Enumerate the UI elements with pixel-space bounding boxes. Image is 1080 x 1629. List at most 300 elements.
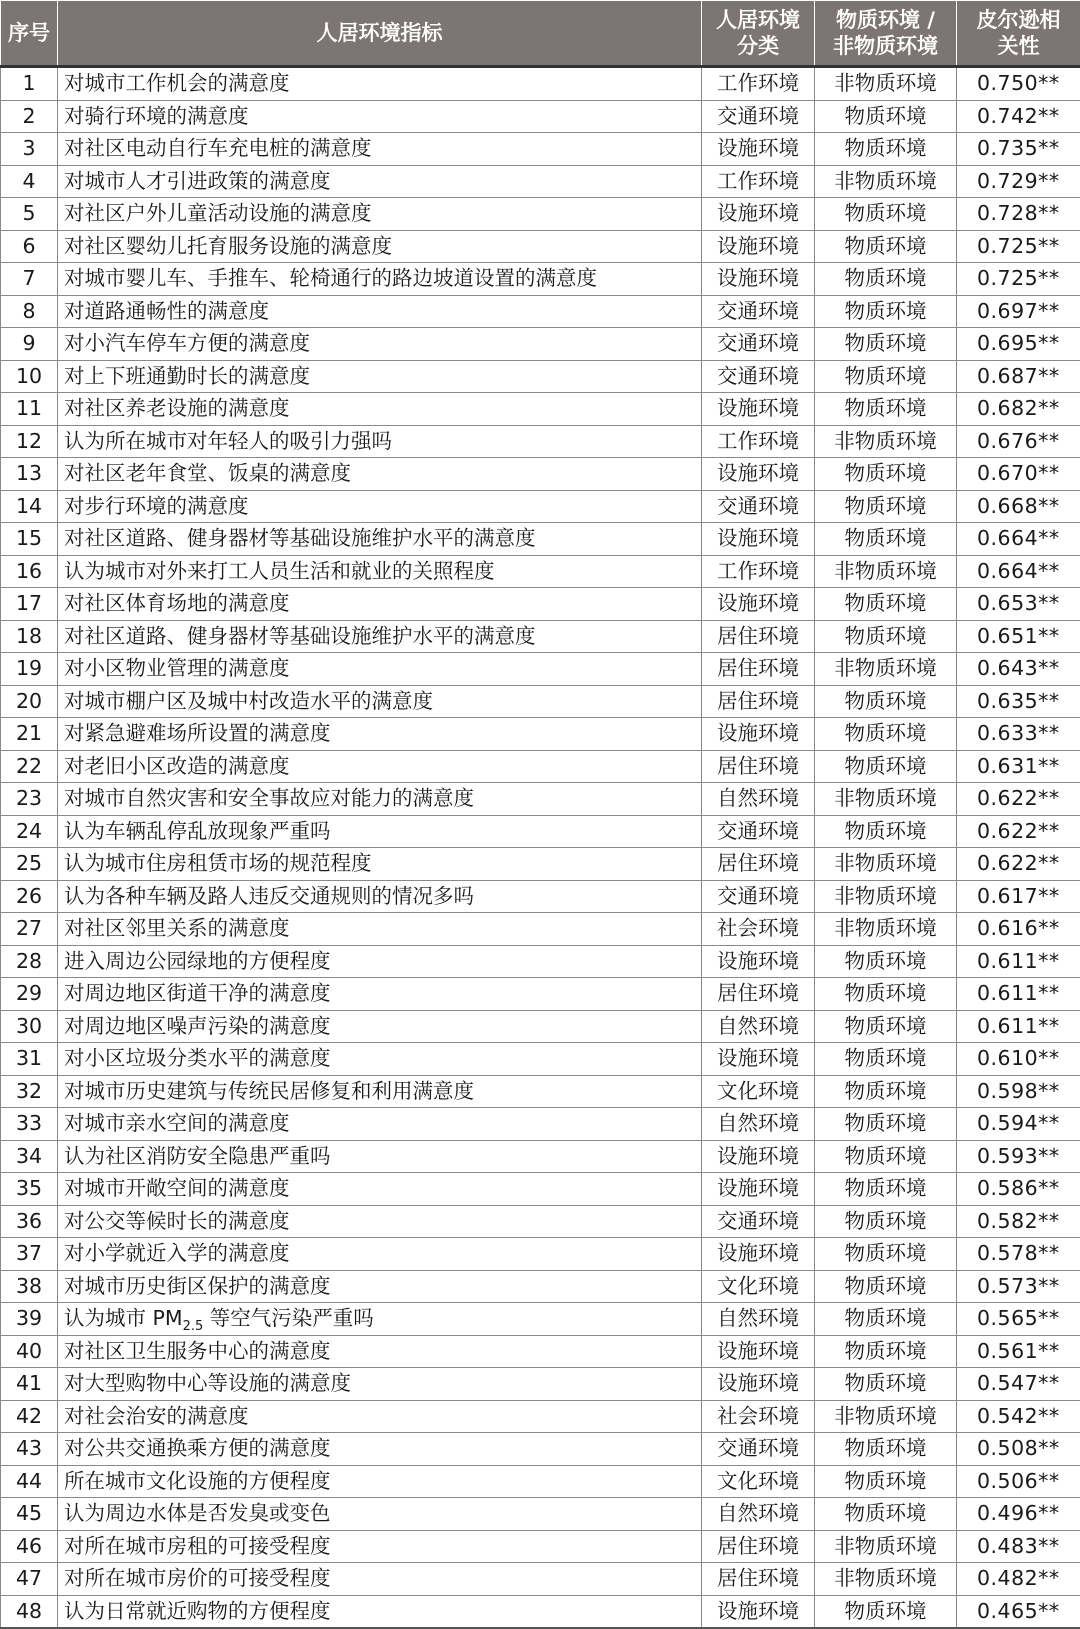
- row-category: 居住环境: [702, 653, 815, 686]
- row-material: 物质环境: [815, 750, 957, 783]
- row-index: 13: [1, 458, 58, 491]
- row-index: 31: [1, 1043, 58, 1076]
- table-row: [1, 1108, 1080, 1141]
- row-indicator: 所在城市文化设施的方便程度: [58, 1465, 702, 1498]
- table-row: [1, 360, 1080, 393]
- row-index: 25: [1, 848, 58, 881]
- row-material: 物质环境: [815, 1335, 957, 1368]
- row-index: 36: [1, 1205, 58, 1238]
- row-pearson: 0.725**: [957, 263, 1080, 296]
- row-index: 21: [1, 718, 58, 751]
- row-material: 物质环境: [815, 1238, 957, 1271]
- row-index: 44: [1, 1465, 58, 1498]
- row-category: 工作环境: [702, 67, 815, 101]
- row-category: 设施环境: [702, 588, 815, 621]
- row-indicator: 对公共交通换乘方便的满意度: [58, 1433, 702, 1466]
- row-material: 物质环境: [815, 295, 957, 328]
- table-row: [1, 913, 1080, 946]
- table-row: [1, 1270, 1080, 1303]
- row-pearson: 0.578**: [957, 1238, 1080, 1271]
- row-index: 7: [1, 263, 58, 296]
- row-category: 自然环境: [702, 1108, 815, 1141]
- row-category: 设施环境: [702, 718, 815, 751]
- row-material: 非物质环境: [815, 555, 957, 588]
- header-material-line2: 非物质环境: [817, 33, 954, 59]
- row-pearson: 0.542**: [957, 1400, 1080, 1433]
- row-category: 设施环境: [702, 523, 815, 556]
- table-row: [1, 295, 1080, 328]
- table-row: [1, 815, 1080, 848]
- row-category: 交通环境: [702, 1205, 815, 1238]
- row-indicator: 对上下班通勤时长的满意度: [58, 360, 702, 393]
- header-row: [1, 1, 1080, 67]
- row-indicator: 对社区户外儿童活动设施的满意度: [58, 198, 702, 231]
- row-index: 20: [1, 685, 58, 718]
- row-indicator: 对小汽车停车方便的满意度: [58, 328, 702, 361]
- row-indicator: 认为日常就近购物的方便程度: [58, 1595, 702, 1628]
- row-pearson: 0.594**: [957, 1108, 1080, 1141]
- row-indicator-subscript: 2.5: [183, 1319, 204, 1334]
- row-indicator: 对老旧小区改造的满意度: [58, 750, 702, 783]
- row-material: 物质环境: [815, 263, 957, 296]
- row-indicator: 对周边地区噪声污染的满意度: [58, 1010, 702, 1043]
- table-row: [1, 685, 1080, 718]
- row-index: 47: [1, 1563, 58, 1596]
- row-category: 设施环境: [702, 263, 815, 296]
- row-category: 工作环境: [702, 165, 815, 198]
- row-index: 6: [1, 230, 58, 263]
- row-pearson: 0.598**: [957, 1075, 1080, 1108]
- table-row: [1, 523, 1080, 556]
- row-index: 38: [1, 1270, 58, 1303]
- row-indicator: 对社区道路、健身器材等基础设施维护水平的满意度: [58, 620, 702, 653]
- row-indicator: 对城市历史街区保护的满意度: [58, 1270, 702, 1303]
- row-pearson: 0.506**: [957, 1465, 1080, 1498]
- row-pearson: 0.651**: [957, 620, 1080, 653]
- row-category: 社会环境: [702, 1400, 815, 1433]
- row-pearson: 0.611**: [957, 1010, 1080, 1043]
- row-category: 居住环境: [702, 1563, 815, 1596]
- row-pearson: 0.617**: [957, 880, 1080, 913]
- header-indicator: 人居环境指标: [58, 1, 702, 67]
- row-indicator: 对城市工作机会的满意度: [58, 67, 702, 101]
- row-indicator: 对社会治安的满意度: [58, 1400, 702, 1433]
- row-category: 设施环境: [702, 1368, 815, 1401]
- row-indicator: 对社区养老设施的满意度: [58, 393, 702, 426]
- row-indicator: 对大型购物中心等设施的满意度: [58, 1368, 702, 1401]
- row-index: 43: [1, 1433, 58, 1466]
- table-body: [1, 67, 1080, 1629]
- table-row: [1, 588, 1080, 621]
- row-material: 非物质环境: [815, 913, 957, 946]
- row-pearson: 0.664**: [957, 523, 1080, 556]
- row-index: 48: [1, 1595, 58, 1628]
- table-row: [1, 458, 1080, 491]
- row-index: 18: [1, 620, 58, 653]
- row-index: 29: [1, 978, 58, 1011]
- row-pearson: 0.670**: [957, 458, 1080, 491]
- row-indicator: 对社区老年食堂、饭桌的满意度: [58, 458, 702, 491]
- row-category: 文化环境: [702, 1075, 815, 1108]
- row-material: 物质环境: [815, 1465, 957, 1498]
- table-row: [1, 67, 1080, 101]
- row-pearson: 0.668**: [957, 490, 1080, 523]
- row-index: 37: [1, 1238, 58, 1271]
- table-row: [1, 1335, 1080, 1368]
- row-material: 物质环境: [815, 1498, 957, 1531]
- row-pearson: 0.573**: [957, 1270, 1080, 1303]
- table-row: [1, 945, 1080, 978]
- row-category: 居住环境: [702, 750, 815, 783]
- row-pearson: 0.561**: [957, 1335, 1080, 1368]
- row-pearson: 0.664**: [957, 555, 1080, 588]
- row-index: 5: [1, 198, 58, 231]
- row-material: 物质环境: [815, 1010, 957, 1043]
- table-row: [1, 880, 1080, 913]
- row-material: 物质环境: [815, 1075, 957, 1108]
- row-indicator: 对小区垃圾分类水平的满意度: [58, 1043, 702, 1076]
- row-category: 设施环境: [702, 1173, 815, 1206]
- table-row: [1, 1530, 1080, 1563]
- row-category: 交通环境: [702, 1433, 815, 1466]
- row-indicator: 对公交等候时长的满意度: [58, 1205, 702, 1238]
- row-indicator: 认为城市住房租赁市场的规范程度: [58, 848, 702, 881]
- row-material: 物质环境: [815, 1173, 957, 1206]
- table-row: [1, 1465, 1080, 1498]
- table-row: [1, 620, 1080, 653]
- header-material: [815, 1, 957, 67]
- row-indicator: 对社区卫生服务中心的满意度: [58, 1335, 702, 1368]
- row-index: 46: [1, 1530, 58, 1563]
- row-indicator: 对城市开敞空间的满意度: [58, 1173, 702, 1206]
- row-material: 非物质环境: [815, 653, 957, 686]
- row-indicator: 对社区邻里关系的满意度: [58, 913, 702, 946]
- row-index: 26: [1, 880, 58, 913]
- row-index: 3: [1, 133, 58, 166]
- row-category: 设施环境: [702, 198, 815, 231]
- row-material: 物质环境: [815, 490, 957, 523]
- row-indicator: 对所在城市房价的可接受程度: [58, 1563, 702, 1596]
- table-row: [1, 750, 1080, 783]
- row-pearson: 0.750**: [957, 67, 1080, 101]
- table-row: [1, 653, 1080, 686]
- row-indicator-text: 认为城市 PM: [64, 1306, 183, 1330]
- table-row: [1, 1563, 1080, 1596]
- row-pearson: 0.586**: [957, 1173, 1080, 1206]
- row-indicator: 认为周边水体是否发臭或变色: [58, 1498, 702, 1531]
- row-indicator: 对小区物业管理的满意度: [58, 653, 702, 686]
- row-material: 物质环境: [815, 1595, 957, 1628]
- row-material: 物质环境: [815, 1043, 957, 1076]
- row-material: 物质环境: [815, 1205, 957, 1238]
- row-pearson: 0.622**: [957, 815, 1080, 848]
- row-index: 45: [1, 1498, 58, 1531]
- row-category: 设施环境: [702, 230, 815, 263]
- row-material: 非物质环境: [815, 1563, 957, 1596]
- table-row: [1, 1303, 1080, 1336]
- row-indicator: 认为社区消防安全隐患严重吗: [58, 1140, 702, 1173]
- table-row: [1, 100, 1080, 133]
- row-indicator: 对道路通畅性的满意度: [58, 295, 702, 328]
- header-material-line1: 物质环境 /: [817, 7, 954, 33]
- row-category: 交通环境: [702, 100, 815, 133]
- row-indicator: 对城市婴儿车、手推车、轮椅通行的路边坡道设置的满意度: [58, 263, 702, 296]
- row-indicator: 对小学就近入学的满意度: [58, 1238, 702, 1271]
- row-material: 物质环境: [815, 523, 957, 556]
- row-category: 居住环境: [702, 1530, 815, 1563]
- row-indicator: 对城市自然灾害和安全事故应对能力的满意度: [58, 783, 702, 816]
- row-pearson: 0.593**: [957, 1140, 1080, 1173]
- row-category: 设施环境: [702, 458, 815, 491]
- row-index: 30: [1, 1010, 58, 1043]
- row-index: 22: [1, 750, 58, 783]
- row-category: 居住环境: [702, 685, 815, 718]
- table-row: [1, 230, 1080, 263]
- row-category: 社会环境: [702, 913, 815, 946]
- row-material: 物质环境: [815, 328, 957, 361]
- row-pearson: 0.565**: [957, 1303, 1080, 1336]
- row-indicator: 对周边地区街道干净的满意度: [58, 978, 702, 1011]
- table-row: [1, 1498, 1080, 1531]
- table-row: [1, 1043, 1080, 1076]
- row-material: 物质环境: [815, 685, 957, 718]
- row-category: 交通环境: [702, 360, 815, 393]
- row-category: 设施环境: [702, 1238, 815, 1271]
- row-index: 35: [1, 1173, 58, 1206]
- row-material: 物质环境: [815, 1270, 957, 1303]
- row-indicator-tail: 等空气污染严重吗: [203, 1306, 374, 1330]
- table-row: [1, 1205, 1080, 1238]
- row-pearson: 0.611**: [957, 978, 1080, 1011]
- row-index: 12: [1, 425, 58, 458]
- row-category: 设施环境: [702, 133, 815, 166]
- table-row: [1, 490, 1080, 523]
- row-pearson: 0.622**: [957, 848, 1080, 881]
- header-index: 序号: [1, 1, 58, 67]
- row-indicator: 对社区电动自行车充电桩的满意度: [58, 133, 702, 166]
- row-category: 设施环境: [702, 1043, 815, 1076]
- table-row: [1, 1173, 1080, 1206]
- row-pearson: 0.611**: [957, 945, 1080, 978]
- row-material: 非物质环境: [815, 67, 957, 101]
- row-material: 物质环境: [815, 230, 957, 263]
- row-category: 交通环境: [702, 328, 815, 361]
- row-index: 28: [1, 945, 58, 978]
- row-pearson: 0.465**: [957, 1595, 1080, 1628]
- row-pearson: 0.742**: [957, 100, 1080, 133]
- table-row: [1, 425, 1080, 458]
- row-pearson: 0.633**: [957, 718, 1080, 751]
- row-material: 物质环境: [815, 1433, 957, 1466]
- header-pearson: [957, 1, 1080, 67]
- row-pearson: 0.547**: [957, 1368, 1080, 1401]
- row-index: 32: [1, 1075, 58, 1108]
- row-category: 文化环境: [702, 1465, 815, 1498]
- row-index: 27: [1, 913, 58, 946]
- row-material: 物质环境: [815, 100, 957, 133]
- row-category: 居住环境: [702, 978, 815, 1011]
- row-pearson: 0.616**: [957, 913, 1080, 946]
- table-row: [1, 1140, 1080, 1173]
- row-pearson: 0.610**: [957, 1043, 1080, 1076]
- row-material: 物质环境: [815, 360, 957, 393]
- row-category: 交通环境: [702, 490, 815, 523]
- row-indicator: 对社区婴幼儿托育服务设施的满意度: [58, 230, 702, 263]
- header-pearson-line2: 关性: [959, 33, 1078, 59]
- row-material: 非物质环境: [815, 425, 957, 458]
- row-index: 14: [1, 490, 58, 523]
- row-pearson: 0.725**: [957, 230, 1080, 263]
- row-material: 物质环境: [815, 1303, 957, 1336]
- row-category: 交通环境: [702, 815, 815, 848]
- header-category: [702, 1, 815, 67]
- row-index: 41: [1, 1368, 58, 1401]
- row-pearson: 0.728**: [957, 198, 1080, 231]
- table-row: [1, 393, 1080, 426]
- row-material: 非物质环境: [815, 1400, 957, 1433]
- table-row: [1, 848, 1080, 881]
- row-category: 设施环境: [702, 1595, 815, 1628]
- row-material: 非物质环境: [815, 1530, 957, 1563]
- row-material: 物质环境: [815, 620, 957, 653]
- row-material: 非物质环境: [815, 165, 957, 198]
- row-index: 23: [1, 783, 58, 816]
- row-category: 设施环境: [702, 1140, 815, 1173]
- table-row: [1, 978, 1080, 1011]
- row-index: 4: [1, 165, 58, 198]
- row-material: 物质环境: [815, 945, 957, 978]
- table-row: [1, 328, 1080, 361]
- row-material: 物质环境: [815, 1368, 957, 1401]
- row-category: 设施环境: [702, 945, 815, 978]
- row-material: 物质环境: [815, 198, 957, 231]
- row-index: 15: [1, 523, 58, 556]
- row-material: 物质环境: [815, 718, 957, 751]
- row-pearson: 0.676**: [957, 425, 1080, 458]
- row-category: 居住环境: [702, 848, 815, 881]
- row-material: 非物质环境: [815, 848, 957, 881]
- row-pearson: 0.483**: [957, 1530, 1080, 1563]
- row-material: 物质环境: [815, 815, 957, 848]
- row-pearson: 0.687**: [957, 360, 1080, 393]
- row-category: 居住环境: [702, 620, 815, 653]
- row-indicator: 认为车辆乱停乱放现象严重吗: [58, 815, 702, 848]
- row-pearson: 0.635**: [957, 685, 1080, 718]
- row-indicator: 认为各种车辆及路人违反交通规则的情况多吗: [58, 880, 702, 913]
- row-pearson: 0.482**: [957, 1563, 1080, 1596]
- row-category: 设施环境: [702, 1335, 815, 1368]
- row-pearson: 0.508**: [957, 1433, 1080, 1466]
- row-indicator: 对城市历史建筑与传统民居修复和利用满意度: [58, 1075, 702, 1108]
- row-index: 33: [1, 1108, 58, 1141]
- header-pearson-line1: 皮尔逊相: [959, 7, 1078, 33]
- row-category: 文化环境: [702, 1270, 815, 1303]
- row-index: 24: [1, 815, 58, 848]
- header-category-line2: 分类: [704, 33, 812, 59]
- row-indicator: [58, 1303, 702, 1336]
- row-material: 物质环境: [815, 393, 957, 426]
- row-pearson: 0.735**: [957, 133, 1080, 166]
- row-category: 工作环境: [702, 555, 815, 588]
- table-row: [1, 1433, 1080, 1466]
- row-index: 42: [1, 1400, 58, 1433]
- row-index: 39: [1, 1303, 58, 1336]
- row-material: 物质环境: [815, 1140, 957, 1173]
- row-pearson: 0.729**: [957, 165, 1080, 198]
- row-index: 8: [1, 295, 58, 328]
- row-pearson: 0.643**: [957, 653, 1080, 686]
- row-material: 物质环境: [815, 588, 957, 621]
- row-category: 自然环境: [702, 1303, 815, 1336]
- row-pearson: 0.496**: [957, 1498, 1080, 1531]
- row-material: 非物质环境: [815, 783, 957, 816]
- row-category: 自然环境: [702, 1010, 815, 1043]
- table-row: [1, 1238, 1080, 1271]
- row-pearson: 0.695**: [957, 328, 1080, 361]
- row-indicator: 对所在城市房租的可接受程度: [58, 1530, 702, 1563]
- row-index: 11: [1, 393, 58, 426]
- row-pearson: 0.622**: [957, 783, 1080, 816]
- row-material: 物质环境: [815, 133, 957, 166]
- header-category-line1: 人居环境: [704, 7, 812, 33]
- row-index: 2: [1, 100, 58, 133]
- table-row: [1, 1010, 1080, 1043]
- row-indicator: 对城市人才引进政策的满意度: [58, 165, 702, 198]
- table-row: [1, 263, 1080, 296]
- row-category: 自然环境: [702, 783, 815, 816]
- row-indicator: 对紧急避难场所设置的满意度: [58, 718, 702, 751]
- row-material: 物质环境: [815, 458, 957, 491]
- row-material: 物质环境: [815, 1108, 957, 1141]
- row-material: 物质环境: [815, 978, 957, 1011]
- row-pearson: 0.682**: [957, 393, 1080, 426]
- row-category: 交通环境: [702, 295, 815, 328]
- row-material: 非物质环境: [815, 880, 957, 913]
- row-indicator: 对社区体育场地的满意度: [58, 588, 702, 621]
- table-row: [1, 783, 1080, 816]
- row-index: 40: [1, 1335, 58, 1368]
- row-indicator: 对社区道路、健身器材等基础设施维护水平的满意度: [58, 523, 702, 556]
- table-row: [1, 165, 1080, 198]
- table-row: [1, 133, 1080, 166]
- row-pearson: 0.653**: [957, 588, 1080, 621]
- row-pearson: 0.631**: [957, 750, 1080, 783]
- table-row: [1, 718, 1080, 751]
- row-indicator: 对骑行环境的满意度: [58, 100, 702, 133]
- row-index: 10: [1, 360, 58, 393]
- table-row: [1, 1595, 1080, 1628]
- table-header: [1, 1, 1080, 67]
- row-index: 17: [1, 588, 58, 621]
- row-indicator: 对步行环境的满意度: [58, 490, 702, 523]
- row-pearson: 0.697**: [957, 295, 1080, 328]
- row-index: 9: [1, 328, 58, 361]
- row-category: 交通环境: [702, 880, 815, 913]
- row-category: 工作环境: [702, 425, 815, 458]
- row-indicator: 进入周边公园绿地的方便程度: [58, 945, 702, 978]
- table-row: [1, 1400, 1080, 1433]
- row-index: 16: [1, 555, 58, 588]
- row-category: 自然环境: [702, 1498, 815, 1531]
- row-indicator: 认为所在城市对年轻人的吸引力强吗: [58, 425, 702, 458]
- row-pearson: 0.582**: [957, 1205, 1080, 1238]
- row-indicator: 对城市棚户区及城中村改造水平的满意度: [58, 685, 702, 718]
- table-row: [1, 555, 1080, 588]
- row-index: 1: [1, 67, 58, 101]
- row-category: 设施环境: [702, 393, 815, 426]
- row-indicator: 对城市亲水空间的满意度: [58, 1108, 702, 1141]
- row-index: 19: [1, 653, 58, 686]
